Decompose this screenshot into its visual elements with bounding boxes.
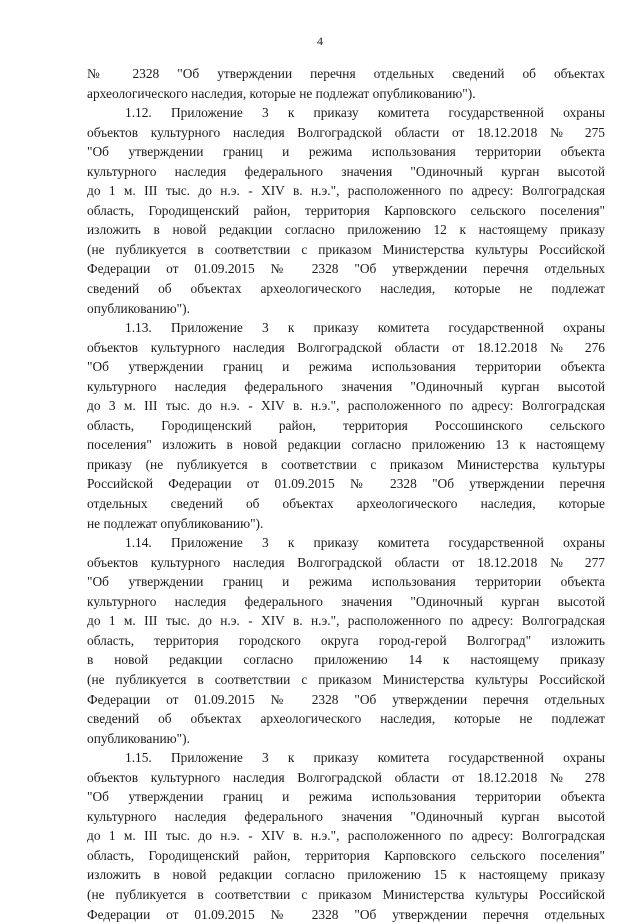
- text-line: до 1 м. III тыс. до н.э. - XIV в. н.э.", расположенного по адресу: Волгоградская: [87, 613, 605, 629]
- text-line: Федерации от 01.09.2015 № 2328 "Об утверждении перечня отдельных: [87, 906, 605, 922]
- text-line: не подлежат опубликованию").: [87, 515, 264, 531]
- text-line: "Об утверждении границ и режима использования территории объекта: [87, 789, 605, 805]
- document-body: [87, 64, 605, 924]
- text-line: область, Городищенский район, территория Карповского сельского поселения": [87, 847, 605, 863]
- text-line: до 3 м. III тыс. до н.э. - XIV в. н.э.", расположенного по адресу: Волгоградская: [87, 398, 605, 414]
- text-line: приказу (не публикуется в соответствии с приказом Министерства культуры: [87, 456, 605, 472]
- text-line: 1.15. Приложение 3 к приказу комитета государственной охраны: [125, 750, 605, 766]
- text-line: 1.12. Приложение 3 к приказу комитета государственной охраны: [125, 105, 605, 121]
- text-line: до 1 м. III тыс. до н.э. - XIV в. н.э.", расположенного по адресу: Волгоградская: [87, 828, 605, 844]
- text-line: объектов культурного наследия Волгоградской области от 18.12.2018 № 278: [87, 769, 605, 785]
- text-line: область, территория городского округа город-герой Волгоград" изложить: [87, 632, 605, 648]
- text-line: до 1 м. III тыс. до н.э. - XIV в. н.э.", расположенного по адресу: Волгоградская: [87, 183, 605, 199]
- text-line: сведений об объектах археологического наследия, которые не подлежат: [87, 711, 605, 727]
- text-line: сведений об объектах археологического наследия, которые не подлежат: [87, 281, 605, 297]
- text-line: 1.14. Приложение 3 к приказу комитета государственной охраны: [125, 535, 605, 551]
- text-line: культурного наследия федерального значения "Одиночный курган высотой: [87, 808, 605, 824]
- text-line: область, Городищенский район, территория Россошинского сельского: [87, 417, 605, 433]
- text-line: Федерации от 01.09.2015 № 2328 "Об утверждении перечня отдельных: [87, 691, 605, 707]
- text-line: "Об утверждении границ и режима использования территории объекта: [87, 574, 605, 590]
- text-line: область, Городищенский район, территория Карповского сельского поселения": [87, 202, 605, 218]
- text-line: "Об утверждении границ и режима использования территории объекта: [87, 144, 605, 160]
- text-line: 1.13. Приложение 3 к приказу комитета государственной охраны: [125, 320, 605, 336]
- text-line: Российской Федерации от 01.09.2015 № 2328 "Об утверждении перечня: [87, 476, 605, 492]
- text-line: отдельных сведений об объектах археологического наследия, которые: [87, 496, 605, 512]
- text-line: археологического наследия, которые не подлежат опубликованию").: [87, 85, 476, 101]
- text-line: № 2328 "Об утверждении перечня отдельных сведений об объектах: [87, 66, 605, 81]
- text-line: объектов культурного наследия Волгоградской области от 18.12.2018 № 277: [87, 554, 605, 570]
- text-line: "Об утверждении границ и режима использования территории объекта: [87, 359, 605, 375]
- text-line: (не публикуется в соответствии с приказом Министерства культуры Российской: [87, 886, 605, 902]
- text-line: (не публикуется в соответствии с приказом Министерства культуры Российской: [87, 671, 605, 687]
- text-line: опубликованию").: [87, 300, 190, 316]
- page-number: 4: [317, 34, 323, 48]
- text-line: опубликованию").: [87, 730, 190, 746]
- text-line: изложить в новой редакции согласно приложению 12 к настоящему приказу: [87, 222, 605, 238]
- text-line: культурного наследия федерального значения "Одиночный курган высотой: [87, 163, 605, 179]
- text-line: объектов культурного наследия Волгоградской области от 18.12.2018 № 276: [87, 339, 605, 355]
- text-line: поселения" изложить в новой редакции согласно приложению 13 к настоящему: [87, 437, 605, 453]
- text-line: в новой редакции согласно приложению 14 к настоящему приказу: [87, 652, 605, 668]
- text-line: (не публикуется в соответствии с приказом Министерства культуры Российской: [87, 241, 605, 257]
- text-line: объектов культурного наследия Волгоградской области от 18.12.2018 № 275: [87, 124, 605, 140]
- text-line: изложить в новой редакции согласно приложению 15 к настоящему приказу: [87, 867, 605, 883]
- text-line: культурного наследия федерального значения "Одиночный курган высотой: [87, 593, 605, 609]
- text-line: Федерации от 01.09.2015 № 2328 "Об утверждении перечня отдельных: [87, 261, 605, 277]
- text-line: культурного наследия федерального значения "Одиночный курган высотой: [87, 378, 605, 394]
